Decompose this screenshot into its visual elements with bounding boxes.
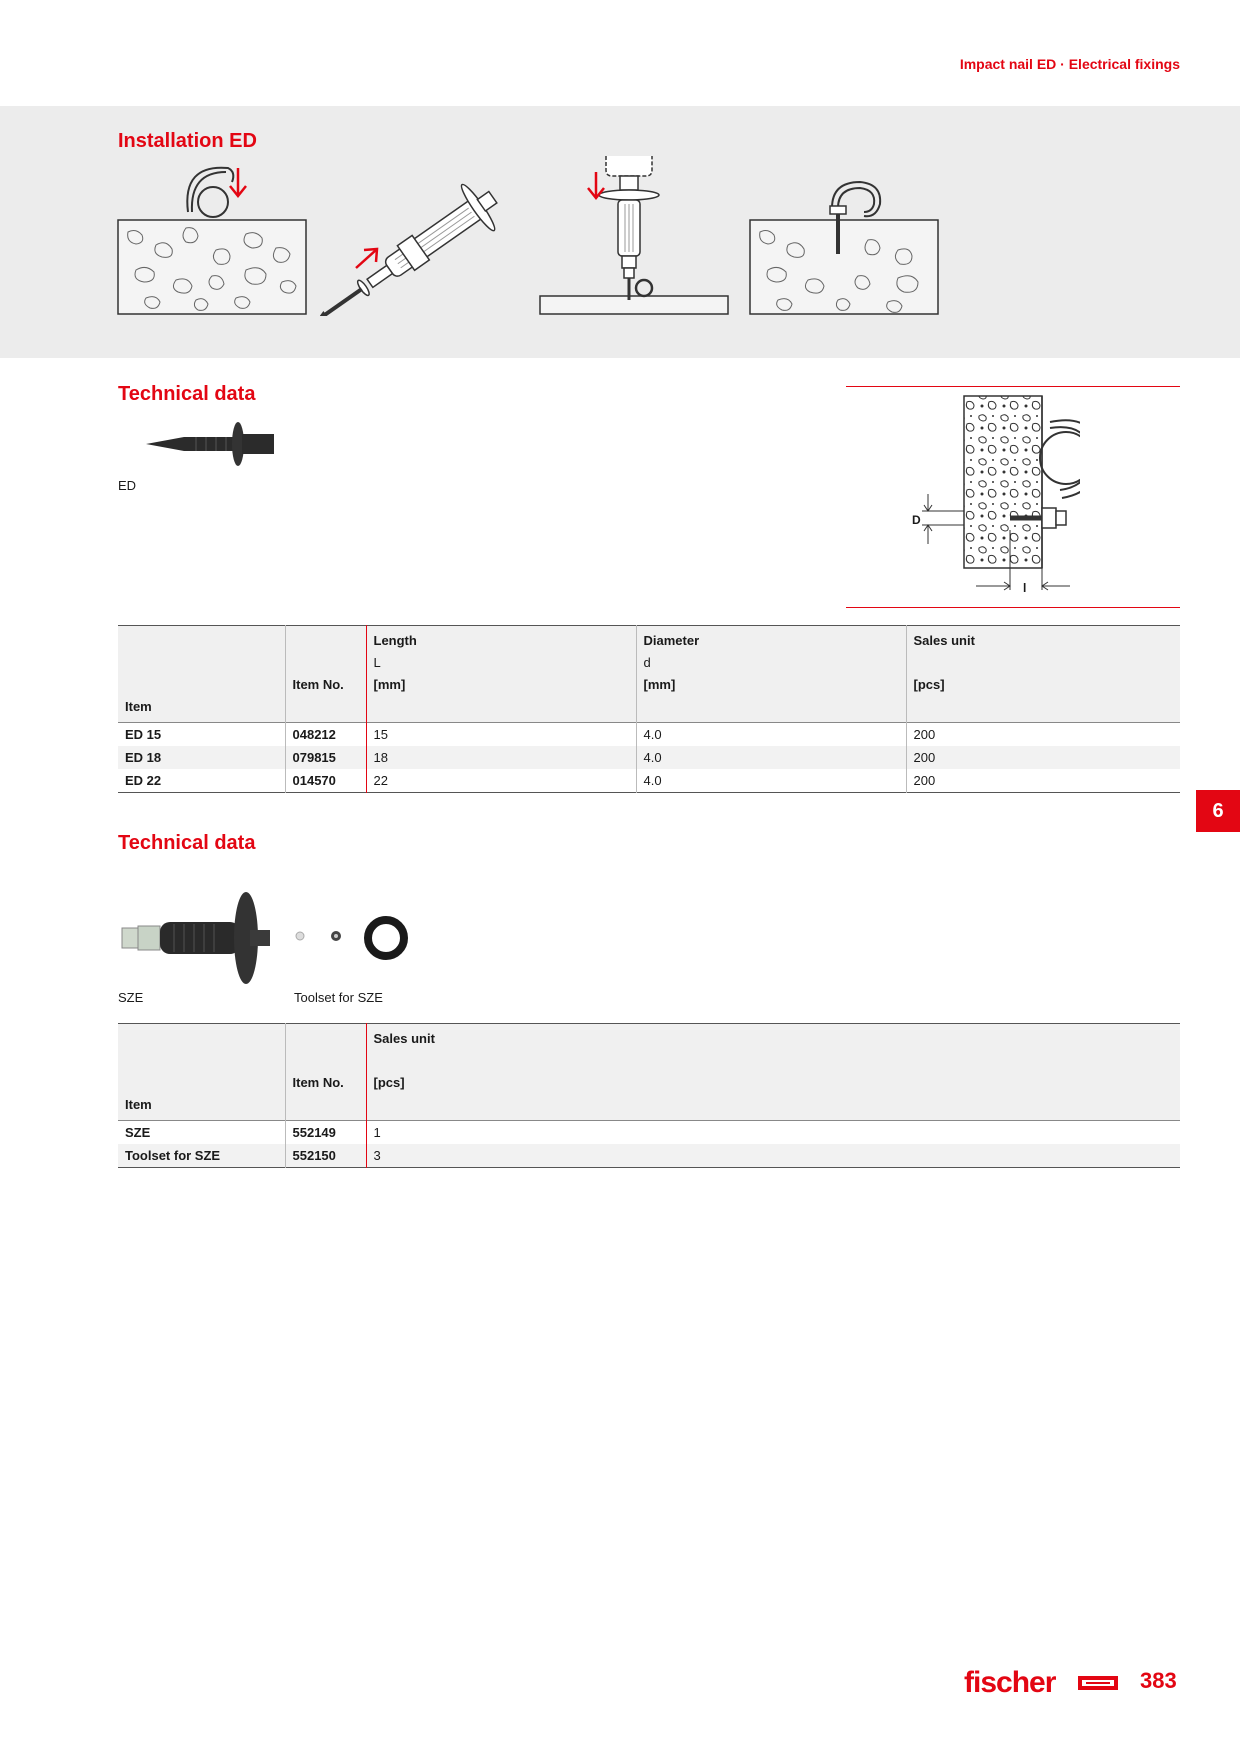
cell-sales-unit: 200	[906, 769, 1180, 793]
fischer-logo	[964, 1662, 1124, 1702]
diagram-bottom-rule	[846, 607, 1180, 608]
cell-length: 22	[366, 769, 636, 793]
diagram-label-l: l	[1023, 581, 1027, 595]
table-header-row	[118, 1024, 1180, 1121]
cell-item-no: 552149	[285, 1121, 366, 1145]
installation-step-1	[116, 150, 310, 316]
col-sales-unit: Sales unit [pcs]	[366, 1024, 1180, 1121]
cell-item-no: 552150	[285, 1144, 366, 1168]
page-header-breadcrumb: Impact nail ED · Electrical fixings	[959, 56, 1180, 72]
installation-step-3	[538, 150, 732, 316]
col-sales-unit: Sales unit [pcs]	[906, 626, 1180, 723]
cell-item-no: 048212	[285, 723, 366, 747]
ed-installation-cross-section-diagram	[910, 390, 1080, 600]
col-item-no: Item No.	[285, 626, 366, 723]
table-row	[118, 1144, 1180, 1168]
tech-data-title-2: Technical data	[118, 832, 256, 854]
cell-sales-unit: 200	[906, 746, 1180, 769]
chapter-tab[interactable]: 6	[1196, 790, 1240, 832]
cell-diameter: 4.0	[636, 769, 906, 793]
sze-setting-tool-image	[118, 890, 278, 990]
col-item-no: Item No.	[285, 1024, 366, 1121]
cell-sales-unit: 1	[366, 1121, 1180, 1145]
table-row	[118, 1121, 1180, 1145]
cell-item: SZE	[125, 1125, 151, 1140]
cell-item-no: 079815	[285, 746, 366, 769]
cell-diameter: 4.0	[636, 723, 906, 747]
diagram-top-rule	[846, 386, 1180, 387]
brand-wordmark: fischer	[964, 1666, 1056, 1699]
table-row	[118, 723, 1180, 747]
cell-length: 15	[366, 723, 636, 747]
sze-spec-table	[118, 1023, 1180, 1168]
cell-diameter: 4.0	[636, 746, 906, 769]
table-row	[118, 746, 1180, 769]
cell-item: ED 22	[125, 773, 162, 788]
ed-caption: ED	[118, 478, 137, 493]
toolset-caption: Toolset for SZE	[294, 990, 383, 1005]
col-diameter: Diameter d [mm]	[636, 626, 906, 723]
tech-data-title-1: Technical data	[118, 383, 256, 405]
installation-step-4	[748, 150, 942, 316]
col-item: Item	[118, 1024, 285, 1121]
cell-sales-unit: 3	[366, 1144, 1180, 1168]
cell-length: 18	[366, 746, 636, 769]
sze-caption: SZE	[118, 990, 144, 1005]
installation-title: Installation ED	[118, 130, 257, 152]
ed-spec-table	[118, 625, 1180, 793]
table-header-row	[118, 626, 1180, 723]
page-number: 383	[1140, 1668, 1177, 1693]
cell-sales-unit: 200	[906, 723, 1180, 747]
cell-item: ED 18	[118, 746, 285, 769]
table-row	[118, 769, 1180, 793]
col-item: Item	[118, 626, 285, 723]
diagram-label-d: D	[912, 513, 921, 527]
ed-nail-image	[144, 420, 276, 468]
cell-item-no: 014570	[285, 769, 366, 793]
installation-step-2	[320, 150, 520, 316]
cell-item: Toolset for SZE	[118, 1144, 285, 1168]
cell-item: ED 15	[125, 727, 162, 742]
sze-toolset-image	[288, 910, 438, 980]
col-length: Length L [mm]	[366, 626, 636, 723]
